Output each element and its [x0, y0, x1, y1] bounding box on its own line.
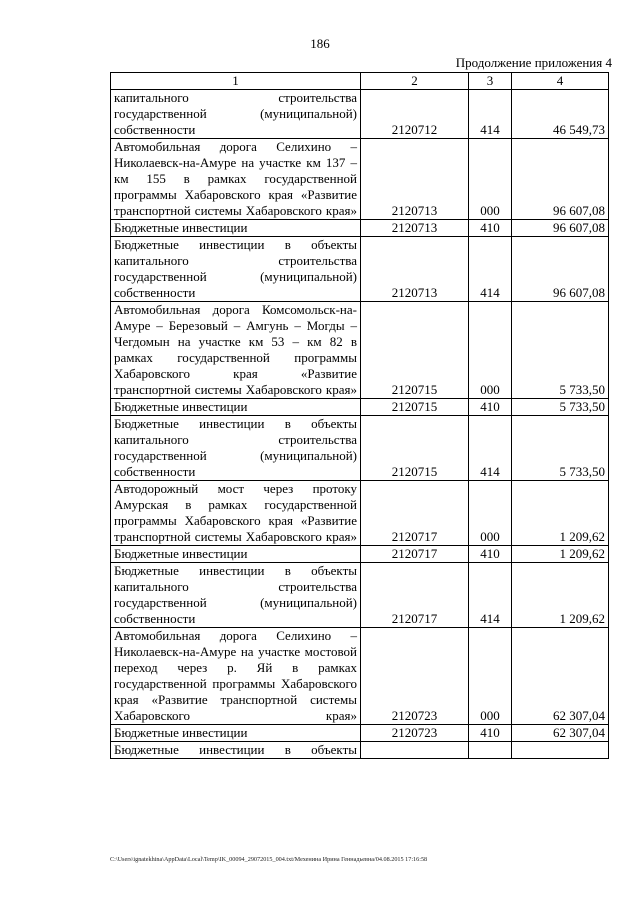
row-code: 2120713: [361, 139, 469, 220]
row-type: 410: [469, 546, 512, 563]
row-code: 2120713: [361, 237, 469, 302]
row-name: Бюджетные инвестиции в объекты капитального строительства государственной (муниципальной) собственности: [111, 563, 361, 628]
row-amount: 96 607,08: [512, 220, 609, 237]
row-amount: 96 607,08: [512, 237, 609, 302]
row-code: 2120715: [361, 416, 469, 481]
file-path-footer: C:\Users\ignatekhina\AppData\Local\Temp\IK_00094_29072015_004.txt/Мехенина Ирина Геннадьевна/04.08.2015 17:16:58: [110, 856, 428, 863]
table-row: [111, 302, 609, 399]
row-name: Автодорожный мост через протоку Амурская в рамках государственной программы Хабаровского края «Развитие транспортной системы Хабаровского края»: [111, 481, 361, 546]
row-name: Бюджетные инвестиции: [111, 399, 361, 416]
row-code: 2120715: [361, 302, 469, 399]
row-type: 410: [469, 725, 512, 742]
row-code: 2120723: [361, 628, 469, 725]
row-type: 000: [469, 481, 512, 546]
row-type: 000: [469, 139, 512, 220]
row-amount: [512, 742, 609, 759]
row-name: Бюджетные инвестиции в объекты капитального строительства государственной (муниципальной) собственности: [111, 416, 361, 481]
row-type: 414: [469, 416, 512, 481]
header-col-3: 3: [469, 73, 512, 90]
row-name: Автомобильная дорога Селихино – Николаевск-на-Амуре на участке мостовой переход через р. Яй в рамках государственной программы Хабаровского края «Развитие транспортной системы Хабаровского края»: [111, 628, 361, 725]
page-number: 186: [310, 36, 330, 51]
row-name: Автомобильная дорога Селихино – Николаевск-на-Амуре на участке км 137 – км 155 в рамках государственной программы Хабаровского края «Развитие транспортной системы Хабаровского края»: [111, 139, 361, 220]
table-row: [111, 628, 609, 725]
row-name: Бюджетные инвестиции: [111, 725, 361, 742]
row-amount: 5 733,50: [512, 399, 609, 416]
row-type: 000: [469, 302, 512, 399]
table-header-row: [111, 73, 609, 90]
row-code: 2120712: [361, 90, 469, 139]
row-type: 414: [469, 563, 512, 628]
header-col-1: 1: [111, 73, 361, 90]
row-type: 000: [469, 628, 512, 725]
row-amount: 1 209,62: [512, 481, 609, 546]
row-amount: 62 307,04: [512, 725, 609, 742]
row-type: 410: [469, 220, 512, 237]
row-amount: 96 607,08: [512, 139, 609, 220]
table-row: [111, 742, 609, 759]
row-type: 414: [469, 90, 512, 139]
table-row: [111, 563, 609, 628]
row-code: 2120713: [361, 220, 469, 237]
row-name: Бюджетные инвестиции в объекты: [111, 742, 361, 759]
continuation-title: Продолжение приложения 4: [455, 55, 612, 70]
table-row: [111, 546, 609, 563]
row-type: [469, 742, 512, 759]
row-name: капитального строительства государственной (муниципальной) собственности: [111, 90, 361, 139]
row-name: Автомобильная дорога Комсомольск-на-Амуре – Березовый – Амгунь – Могды – Чегдомын на участке км 53 – км 82 в рамках государственной программы Хабаровского края «Развитие транспортной системы Хабаровского края»: [111, 302, 361, 399]
table-row: [111, 90, 609, 139]
table-row: [111, 139, 609, 220]
row-code: 2120717: [361, 481, 469, 546]
row-code: 2120717: [361, 563, 469, 628]
row-amount: 1 209,62: [512, 563, 609, 628]
table-row: [111, 220, 609, 237]
row-name: Бюджетные инвестиции: [111, 546, 361, 563]
row-amount: 62 307,04: [512, 628, 609, 725]
table-row: [111, 481, 609, 546]
budget-table: [110, 72, 609, 759]
row-name: Бюджетные инвестиции: [111, 220, 361, 237]
table-row: [111, 237, 609, 302]
row-amount: 1 209,62: [512, 546, 609, 563]
header-col-4: 4: [512, 73, 609, 90]
table-row: [111, 725, 609, 742]
table-row: [111, 416, 609, 481]
row-code: 2120723: [361, 725, 469, 742]
row-type: 410: [469, 399, 512, 416]
row-amount: 46 549,73: [512, 90, 609, 139]
row-code: [361, 742, 469, 759]
row-name: Бюджетные инвестиции в объекты капитального строительства государственной (муниципальной) собственности: [111, 237, 361, 302]
row-amount: 5 733,50: [512, 302, 609, 399]
header-col-2: 2: [361, 73, 469, 90]
row-code: 2120717: [361, 546, 469, 563]
row-code: 2120715: [361, 399, 469, 416]
table-row: [111, 399, 609, 416]
row-type: 414: [469, 237, 512, 302]
row-amount: 5 733,50: [512, 416, 609, 481]
